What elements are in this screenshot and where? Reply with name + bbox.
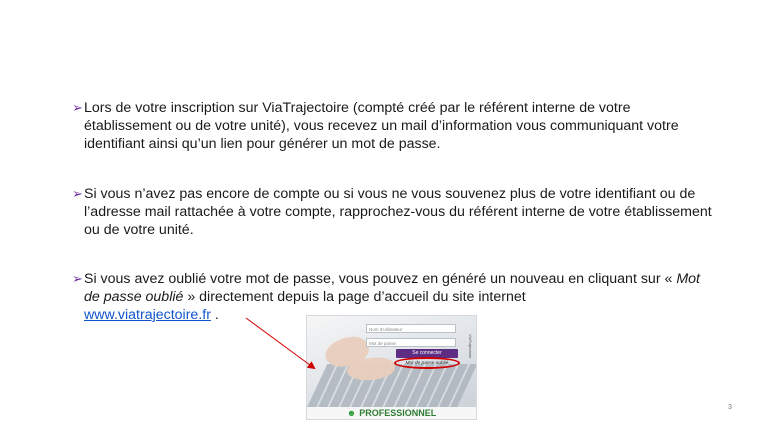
bullet-arrow-icon: ➢ [72,186,83,201]
bullet-3-text-after: » directement depuis la page d’accueil du site internet [183,289,526,305]
bullet-arrow-icon: ➢ [72,271,83,286]
login-screenshot [306,315,477,420]
bullet-2-text: Si vous n’avez pas encore de compte ou si vous ne vous souvenez plus de votre identifiant ou de l’adresse mail rattachée à votre compte, rapprochez-vous du référent interne de votre établissement ou de votre unité. [84,186,712,238]
bullet-3-text-before: Si vous avez oublié votre mot de passe, vous pouvez en généré un nouveau en cliquant sur « [84,271,677,287]
side-label: ViaTrajectoire [468,334,473,359]
bullet-arrow-icon: ➢ [72,100,83,115]
arrow-line [246,318,314,368]
login-form [366,322,466,382]
username-field: Nom d'utilisateur [366,324,456,333]
forgot-password-link: Mot de passe oublié [405,361,449,366]
bullet-3-trailing: . [210,307,219,323]
user-icon: ☻ [346,408,357,418]
viatrajectoire-link[interactable]: www.viatrajectoire.fr [84,307,211,323]
connect-button: Se connecter [396,349,458,358]
password-field: Mot de passe [366,338,456,347]
bullet-1-text: Lors de votre inscription sur ViaTrajectoire (compté créé par le référent interne de votre établissement ou de votre unité), vous recevez un mail d’information vous communiquant votre identifiant ainsi qu’un lien pour générer un mot de passe. [84,100,679,152]
forgot-password-emphasis: Mot de passe oublié [84,271,700,305]
page-number: 3 [728,404,732,411]
professional-bar [307,407,476,419]
bullet-2 [72,185,712,239]
professional-label: PROFESSIONNEL [359,408,437,418]
bullet-1 [72,99,712,153]
highlight-circle [394,357,460,369]
